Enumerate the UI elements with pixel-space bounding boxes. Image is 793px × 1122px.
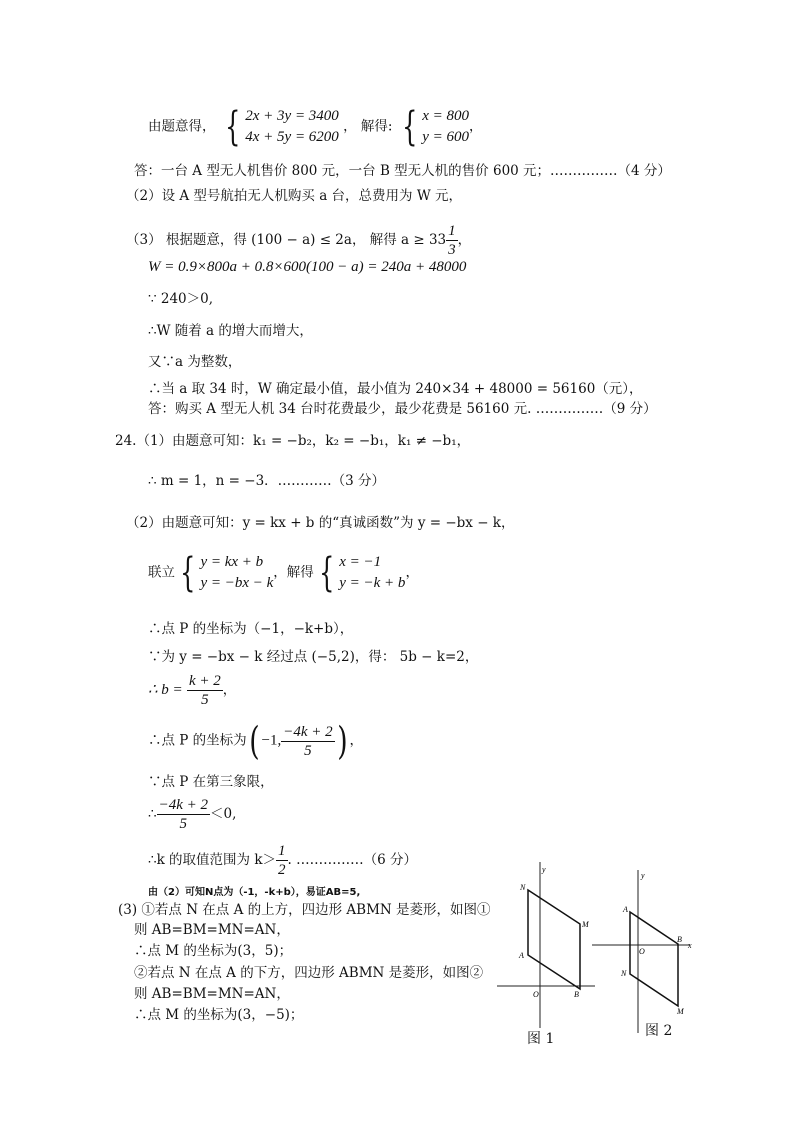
- line-27: 则 AB=BM=MN=AN，: [134, 986, 290, 1002]
- line-10: 答：购买 A 型无人机 34 台时花费最少，最少花费是 56160 元. ……………（9 分）: [148, 401, 657, 417]
- left-brace: {: [318, 550, 335, 596]
- line-4-text: （3） 根据题意，得 (100 − a) ≤ 2a， 解得 a ≥ 33: [126, 232, 447, 248]
- line-23: (3) ①若点 N 在点 A 的上方，四边形 ABMN 是菱形，如图①: [118, 902, 491, 918]
- line-14-end: ，: [405, 564, 419, 581]
- numerator: −4k + 2: [158, 797, 208, 813]
- left-brace: {: [180, 550, 196, 596]
- fraction-b: [187, 672, 223, 709]
- line-8: 又∵a 为整数，: [148, 354, 242, 370]
- left-brace: {: [401, 104, 418, 150]
- fraction-inequality: [157, 796, 210, 833]
- left-paren: (: [248, 719, 260, 763]
- solution-system: [422, 106, 469, 148]
- line-21: [148, 842, 417, 879]
- line-9: ∴当 a 取 34 时，W 确定最小值，最小值为 240×34 + 48000 = 56160（元），: [148, 381, 643, 397]
- line-26: ②若点 N 在点 A 的下方，四边形 ABMN 是菱形，如图②: [134, 965, 484, 981]
- denominator: 5: [201, 692, 209, 708]
- left-brace: {: [224, 104, 241, 150]
- equation-system: [200, 552, 273, 594]
- line-12: ∴ m = 1，n = −3．…………（3 分）: [148, 473, 386, 489]
- numerator: k + 2: [188, 673, 221, 689]
- equation-2: 4x + 5y = 6200: [245, 129, 339, 145]
- line-16: ∵为 y = −bx − k 经过点 (−5,2)，得： 5b − k=2，: [148, 649, 479, 665]
- line-18-end: ，: [349, 732, 363, 749]
- equation-1: y = kx + b: [200, 554, 264, 570]
- solution-system: [339, 552, 405, 594]
- line-20: [148, 796, 236, 833]
- numerator: 1: [278, 843, 286, 859]
- line-1-mid: ， 解得:: [343, 118, 393, 135]
- figure-1: [495, 860, 605, 1030]
- line-1-prefix: 由题意得，: [148, 118, 216, 135]
- label-y: y: [542, 865, 546, 874]
- line-7: ∴W 随着 a 的增大而增大，: [148, 323, 313, 339]
- line-1-end: ，: [468, 118, 483, 135]
- line-11: 24.（1）由题意可知：k₁ = −b₂，k₂ = −b₁，k₁ ≠ −b₁，: [115, 433, 471, 449]
- line-13: （2）由题意可知：y = kx + b 的“真诚函数”为 y = −bx − k，: [126, 515, 515, 531]
- line-17-end: ，: [222, 682, 237, 698]
- line-6: ∵ 240＞0,: [148, 291, 214, 307]
- label-y: y: [641, 871, 645, 880]
- denominator: 5: [304, 742, 312, 759]
- label-n: N: [520, 883, 526, 892]
- denominator: 3: [448, 242, 456, 258]
- equation-system: [245, 106, 339, 148]
- line-17: [148, 672, 236, 709]
- equation-1: 2x + 3y = 3400: [245, 108, 339, 124]
- line-5: W = 0.9×800a + 0.8×600(100 − a) = 240a + 48000: [148, 259, 467, 275]
- label-b: B: [574, 990, 579, 999]
- figure-2-caption: 图 2: [645, 1023, 673, 1039]
- figure-1-caption: 图 1: [527, 1031, 555, 1047]
- line-18: [148, 719, 363, 763]
- line-3: （2）设 A 型号航拍无人机购买 a 台，总费用为 W 元，: [126, 188, 463, 204]
- line-25: ∴点 M 的坐标为(3，5)；: [134, 943, 293, 959]
- label-m: M: [582, 920, 589, 929]
- line-14-mid: ，解得: [273, 564, 314, 581]
- label-o: O: [533, 990, 539, 999]
- line-20-prefix: ∴: [148, 806, 157, 822]
- denominator: 5: [179, 816, 188, 832]
- fraction-half: [276, 842, 288, 879]
- figure-2: [590, 868, 700, 1038]
- line-28: ∴点 M 的坐标为(3，−5)；: [134, 1007, 304, 1023]
- solution-2: y = −k + b: [339, 575, 406, 591]
- line-19: ∵点 P 在第三象限，: [148, 774, 274, 790]
- line-15: ∴点 P 的坐标为（−1，−k+b），: [148, 621, 354, 637]
- line-24: 则 AB=BM=MN=AN，: [134, 922, 290, 938]
- solution-1: x = 800: [422, 108, 469, 124]
- denominator: 2: [278, 862, 286, 878]
- label-n: N: [621, 969, 627, 978]
- line-20-end: ＜0,: [210, 806, 237, 822]
- label-x: x: [688, 941, 692, 950]
- line-22: 由（2）可知N点为（-1，-k+b），易证AB=5,: [148, 887, 361, 898]
- label-m: M: [677, 1007, 684, 1016]
- label-o: O: [639, 947, 645, 956]
- rhombus-abmn: [630, 912, 678, 1006]
- numerator: 1: [448, 223, 456, 239]
- line-4-end: ，: [457, 232, 472, 248]
- solution-2: y = 600: [422, 129, 469, 145]
- line-21-end: . ……………（6 分）: [287, 852, 418, 868]
- line-4: [126, 222, 471, 259]
- line-18-prefix: ∴点 P 的坐标为: [148, 732, 247, 749]
- equation-2: y = −bx − k: [200, 575, 274, 591]
- line-2: 答：一台 A 型无人机售价 800 元，一台 B 型无人机的售价 600 元；……………（4 分）: [134, 163, 671, 179]
- numerator: −4k + 2: [283, 723, 333, 740]
- solution-1: x = −1: [339, 554, 382, 570]
- line-21-prefix: ∴k 的取值范围为 k＞: [148, 852, 277, 868]
- label-a: A: [519, 951, 524, 960]
- right-paren: ): [336, 719, 348, 763]
- fraction-p-y: [281, 723, 334, 760]
- line-14: [148, 552, 419, 594]
- line-17-prefix: ∴ b =: [148, 682, 183, 698]
- fraction-one-third: [446, 222, 458, 259]
- line-14-prefix: 联立: [148, 564, 175, 581]
- label-a: A: [623, 905, 628, 914]
- line-18-inner: −1,: [261, 732, 282, 749]
- label-b: B: [677, 935, 682, 944]
- rhombus-abmn: [528, 890, 580, 989]
- line-1: [148, 106, 482, 148]
